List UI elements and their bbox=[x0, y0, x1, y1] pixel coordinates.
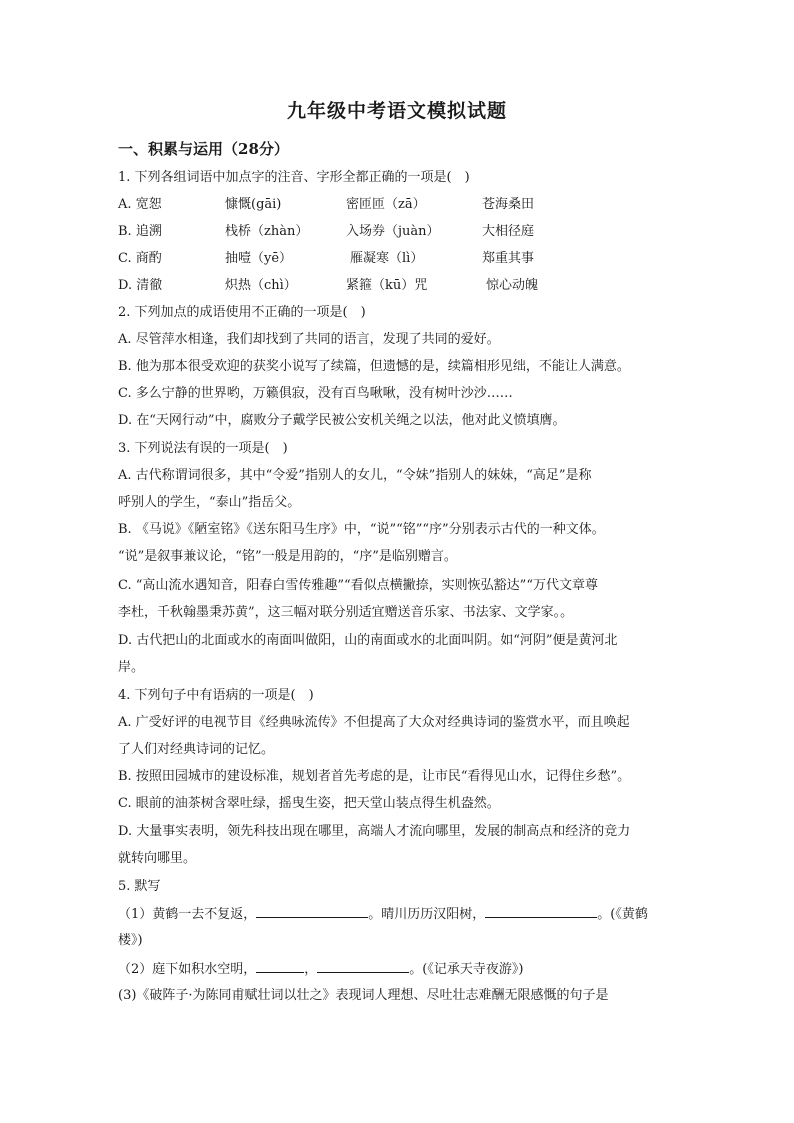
q1-option-word: 大相径庭 bbox=[482, 224, 535, 239]
q5-text: ， bbox=[304, 962, 318, 977]
q4-option-d-line1: D. 大量事实表明，领先科技出现在哪里，高端人才流向哪里，发展的制高点和经济的竞力 bbox=[118, 824, 631, 839]
question-5-stem: 5. 默写 bbox=[118, 879, 161, 894]
q3-option-b-line1: B. 《马说》《陋室铭》《送东阳马生序》中，“说”“铭”“序”分别表示古代的一种文体。 bbox=[118, 522, 605, 537]
q1-option-word: C. 商酌 bbox=[118, 251, 162, 266]
q1-option-word: 栈桥（zhàn） bbox=[225, 224, 309, 239]
q3-option-c-line1: C. “高山流水遇知音，阳春白雪传雅趣”“看似点横撇捺，实则恢弘豁达”“万代文章尊 bbox=[118, 578, 598, 593]
q2-option-b: B. 他为那本很受欢迎的获奖小说写了续篇，但遗憾的是，续篇相形见绌，不能让人满意。 bbox=[118, 359, 630, 374]
answer-blank[interactable] bbox=[256, 905, 368, 918]
q1-option-word: 雁凝寒（lì） bbox=[350, 251, 424, 266]
question-3-stem: 3. 下列说法有误的一项是( ) bbox=[118, 441, 288, 456]
q2-option-d: D. 在“天网行动”中，腐败分子戴学民被公安机关绳之以法，他对此义愤填膺。 bbox=[118, 413, 566, 428]
q1-option-word: 密匝匝（zā） bbox=[346, 197, 426, 212]
q1-option-word: 郑重其事 bbox=[482, 251, 535, 266]
q1-option-word: 紧箍（kū）咒 bbox=[346, 278, 428, 293]
q5-text: （2）庭下如积水空明， bbox=[118, 962, 257, 977]
q4-option-d-line2: 就转向哪里。 bbox=[118, 851, 197, 866]
q5-item-1 bbox=[118, 905, 648, 924]
q4-option-a-line2: 了人们对经典诗词的记忆。 bbox=[118, 742, 275, 757]
question-1-stem: 1. 下列各组词语中加点字的注音、字形全都正确的一项是( ) bbox=[118, 170, 470, 185]
q2-option-a: A. 尽管萍水相逢，我们却找到了共同的语言，发现了共同的爱好。 bbox=[118, 332, 500, 347]
q5-item-1-cont: 楼》) bbox=[118, 933, 143, 948]
answer-blank[interactable] bbox=[485, 905, 597, 918]
q1-option-word: A. 宽恕 bbox=[118, 197, 162, 212]
q3-option-d-line2: 岸。 bbox=[118, 660, 145, 675]
q1-option-word: 炽热（chì） bbox=[225, 278, 297, 293]
question-2-stem: 2. 下列加点的成语使用不正确的一项是( ) bbox=[118, 305, 366, 320]
q3-option-b-line2: “说”是叙事兼议论，“铭”一般是用韵的，“序”是临别赠言。 bbox=[118, 549, 457, 564]
q5-item-3: (3)《破阵子·为陈同甫赋壮词以壮之》表现词人理想、尽吐壮志难酬无限感慨的句子是 bbox=[118, 988, 609, 1003]
question-4-stem: 4. 下列句子中有语病的一项是( ) bbox=[118, 688, 314, 703]
q5-item-2 bbox=[118, 960, 523, 979]
q4-option-a-line1: A. 广受好评的电视节目《经典咏流传》不但提高了大众对经典诗词的鉴赏水平，而且唤起 bbox=[118, 715, 630, 730]
page-title: 九年级中考语文模拟试题 bbox=[286, 100, 507, 122]
q1-option-word: D. 清徹 bbox=[118, 278, 163, 293]
section-heading: 一、积累与运用（28分） bbox=[118, 140, 289, 158]
q3-option-a-line1: A. 古代称谓词很多，其中“令爱”指别人的女儿，“令妹”指别人的妹妹，“高足”是称 bbox=[118, 468, 592, 483]
answer-blank[interactable] bbox=[256, 960, 304, 973]
answer-blank[interactable] bbox=[317, 960, 409, 973]
q1-option-word: B. 追溯 bbox=[118, 224, 162, 239]
q4-option-b: B. 按照田园城市的建设标准，规划者首先考虑的是，让市民“看得见山水，记得住乡愁”。 bbox=[118, 769, 631, 784]
q3-option-a-line2: 呼别人的学生，“泰山”指岳父。 bbox=[118, 495, 301, 510]
q1-option-word: 抽噎（yē） bbox=[225, 251, 293, 266]
q3-option-d-line1: D. 古代把山的北面或水的南面叫做阳，山的南面或水的北面叫阴。如“河阴”便是黄河北 bbox=[118, 633, 618, 648]
q5-text: 。(《黄鹤 bbox=[597, 907, 648, 922]
q5-text: （1）黄鹤一去不复返， bbox=[118, 907, 257, 922]
q5-text: 。(《记承天寺夜游》) bbox=[409, 962, 524, 977]
q1-option-word: 慷慨(gāi) bbox=[225, 197, 282, 212]
q3-option-c-line2: 李杜，千秋翰墨秉苏黄”，这三幅对联分别适宜赠送音乐家、书法家、文学家。。 bbox=[118, 605, 574, 620]
q5-text: 。晴川历历汉阳树， bbox=[368, 907, 486, 922]
q1-option-word: 惊心动魄 bbox=[486, 278, 539, 293]
q1-option-word: 入场券（juàn） bbox=[346, 224, 440, 239]
q4-option-c: C. 眼前的油茶树含翠吐绿，摇曳生姿，把天堂山装点得生机盎然。 bbox=[118, 796, 500, 811]
q2-option-c: C. 多么宁静的世界哟，万籁俱寂，没有百鸟啾啾，没有树叶沙沙…… bbox=[118, 386, 513, 401]
q1-option-word: 苍海桑田 bbox=[482, 197, 535, 212]
